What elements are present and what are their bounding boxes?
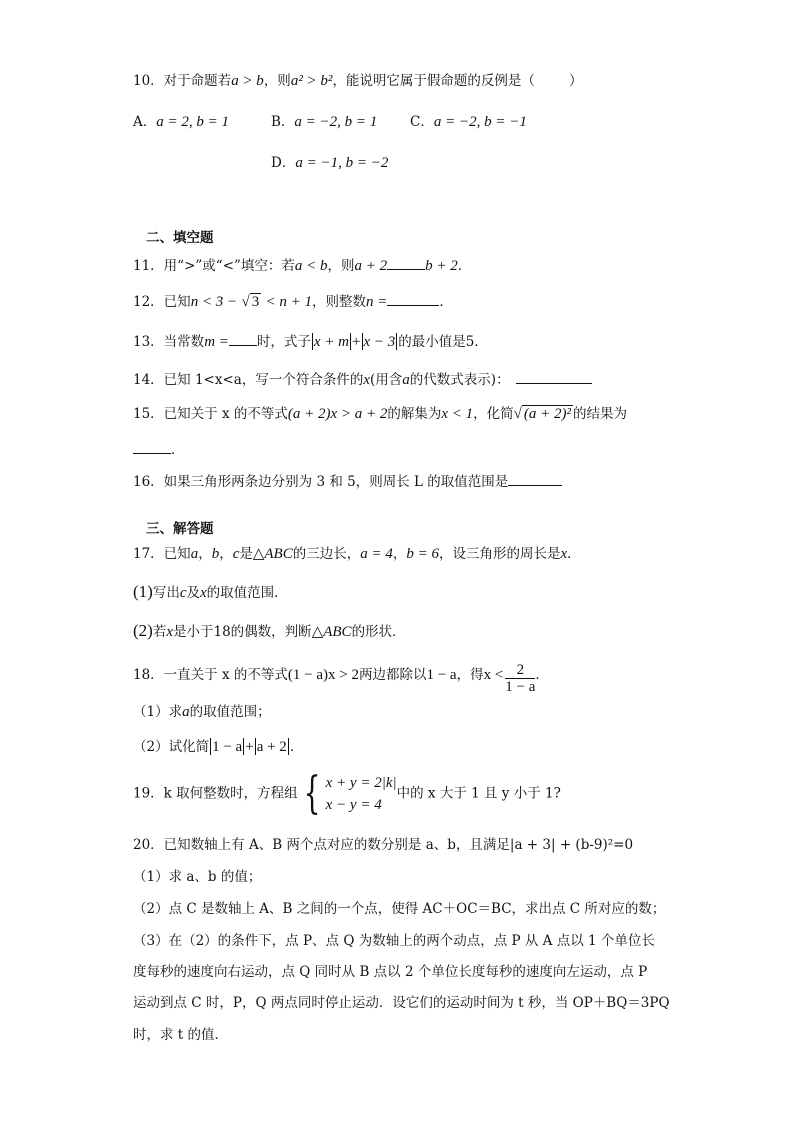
question-17-stem: 17．已知a，b，c是△ABC的三边长，a = 4，b = 6，设三角形的周长是x． [133,546,581,562]
answer-blank[interactable] [387,292,439,306]
question-17-part-2: (2)若x是小于18的偶数，判断△ABC的形状． [133,621,406,640]
answer-blank[interactable] [508,472,562,486]
question-10-stem: 10．对于命题若a > b，则a² > b²，能说明它属于假命题的反例是（ ） [133,73,583,89]
question-18-part-1: （1）求a的取值范围； [133,704,271,720]
question-12: 12．已知n < 3 − √ 3 < n + 1，则整数n = ． [133,294,453,310]
question-20-part-2: （2）点 C 是数轴上 A、B 之间的一个点，使得 AC＋OC＝BC，求出点 C 所对应的数； [133,901,666,917]
question-18-part-2: （2）试化简 1 − a + a + 2 ． [133,739,304,755]
fraction: $\frac{2}{1 - a}$ [505,662,536,695]
question-19: 19．k 取何整数时，方程组 { x + y = 2|k| x − y = 4 中的 x 大于 1 且 y 小于 1? [133,768,561,819]
question-10-option-a: A．a = 2, b = 1 [133,114,229,130]
section-2-heading: 二、填空题 [146,230,214,246]
question-20-part-3-line-4: 时，求 t 的值． [133,1027,229,1043]
question-20-part-3: （3）在（2）的条件下，点 P、点 Q 为数轴上的两个动点，点 P 从 A 点以 1 个单位长 [133,933,655,949]
question-20-stem: 20．已知数轴上有 A、B 两个点对应的数分别是 a、b，且满足|a + 3| + (b-9)²=0 [133,837,634,853]
question-10-option-d: D．a = −1, b = −2 [271,155,389,171]
question-20-part-3-line-3: 运动到点 C 时，P，Q 两点同时停止运动．设它们的运动时间为 t 秒，当 OP＋BQ＝3PQ [133,995,670,1011]
question-10-option-c: C．a = −2, b = −1 [410,114,527,130]
question-10-option-b: B．a = −2, b = 1 [271,114,378,130]
question-16: 16．如果三角形两条边分别为 3 和 5，则周长 L 的取值范围是 [133,472,562,491]
question-17-part-1: (1)写出c及x的取值范围． [133,582,288,601]
section-3-heading: 三、解答题 [146,521,214,537]
equation-system: x + y = 2|k| x − y = 4 [325,775,397,813]
question-18-stem: 18．一直关于 x 的不等式(1 − a)x > 2两边都除以1 − a，得x < $\frac{2}{1 - a}$ ． [133,662,549,695]
answer-blank[interactable] [387,256,425,270]
question-20-part-1: （1）求 a、b 的值； [133,869,262,885]
answer-blank[interactable] [516,370,592,384]
question-14: 14．已知 1<x<a，写一个符合条件的x(用含a的代数式表示)： [133,370,592,389]
question-20-part-3-line-2: 度每秒的速度向右运动，点 Q 同时从 B 点以 2 个单位长度每秒的速度向左运动，点 P [133,964,648,980]
question-15-answer-line: ． [133,440,185,459]
question-11: 11．用“>”或“<”填空：若a < b，则a + 2 b + 2． [133,258,472,274]
answer-blank[interactable] [229,332,257,346]
answer-blank[interactable] [133,440,171,454]
question-15: 15．已知关于 x 的不等式(a + 2)x > a + 2的解集为x < 1，化简√ (a + 2)² 的结果为 [133,406,628,422]
question-13: 13．当常数m = 时，式子 x + m + x − 3 的最小值是5． [133,334,488,350]
